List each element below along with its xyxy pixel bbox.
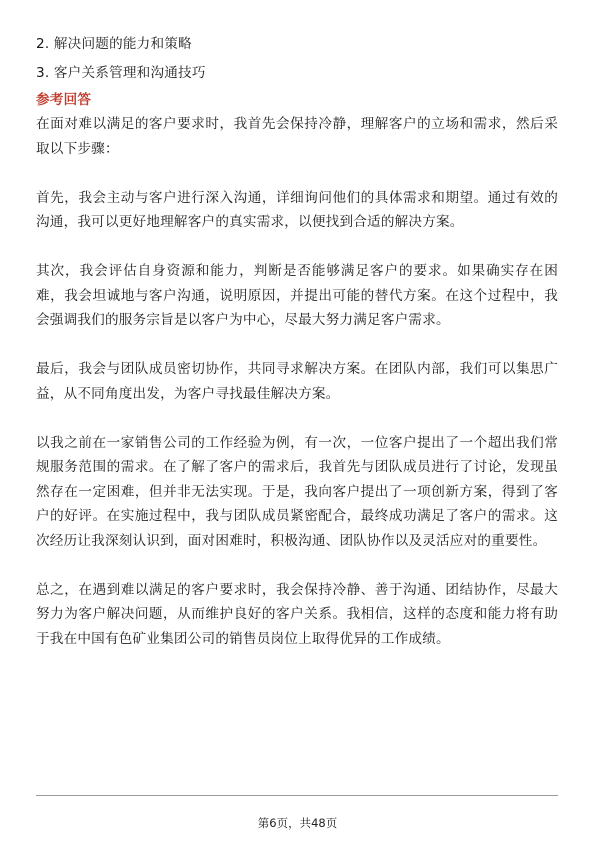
page-content	[36, 30, 558, 651]
footer-divider	[36, 795, 558, 796]
answer-heading: 参考回答	[36, 92, 92, 108]
list-item: 3. 客户关系管理和沟通技巧	[36, 65, 206, 81]
paragraph-intro: 在面对难以满足的客户要求时，我首先会保持冷静，理解客户的立场和需求，然后采取以下步骤：	[36, 116, 558, 157]
paragraph-example: 以我之前在一家销售公司的工作经验为例，有一次，一位客户提出了一个超出我们常规服务范围的需求。在了解了客户的需求后，我首先与团队成员进行了讨论，发现虽然存在一定困难，但并非无法实现。于是，我向客户提出了一项创新方案，得到了客户的好评。在实施过程中，我与团队成员紧密配合，最终成功满足了客户的需求。这次经历让我深刻认识到，面对困难时，积极沟通、团队协作以及灵活应对的重要性。	[36, 434, 558, 549]
paragraph-second: 其次，我会评估自身资源和能力，判断是否能够满足客户的要求。如果确实存在困难，我会坦诚地与客户沟通，说明原因，并提出可能的替代方案。在这个过程中，我会强调我们的服务宗旨是以客户为中心，尽最大努力满足客户需求。	[36, 263, 558, 328]
paragraph-summary: 总之，在遇到难以满足的客户要求时，我会保持冷静、善于沟通、团结协作，尽最大努力为客户解决问题，从而维护良好的客户关系。我相信，这样的态度和能力将有助于我在中国有色矿业集团公司的销售员岗位上取得优异的工作成绩。	[36, 581, 558, 647]
page-number: 第6页，共48页	[257, 816, 338, 830]
list-item: 2. 解决问题的能力和策略	[36, 36, 192, 52]
paragraph-first: 首先，我会主动与客户进行深入沟通，详细询问他们的具体需求和期望。通过有效的沟通，我可以更好地理解客户的真实需求，以便找到合适的解决方案。	[36, 189, 558, 230]
paragraph-third: 最后，我会与团队成员密切协作，共同寻求解决方案。在团队内部，我们可以集思广益，从不同角度出发，为客户寻找最佳解决方案。	[36, 361, 558, 402]
